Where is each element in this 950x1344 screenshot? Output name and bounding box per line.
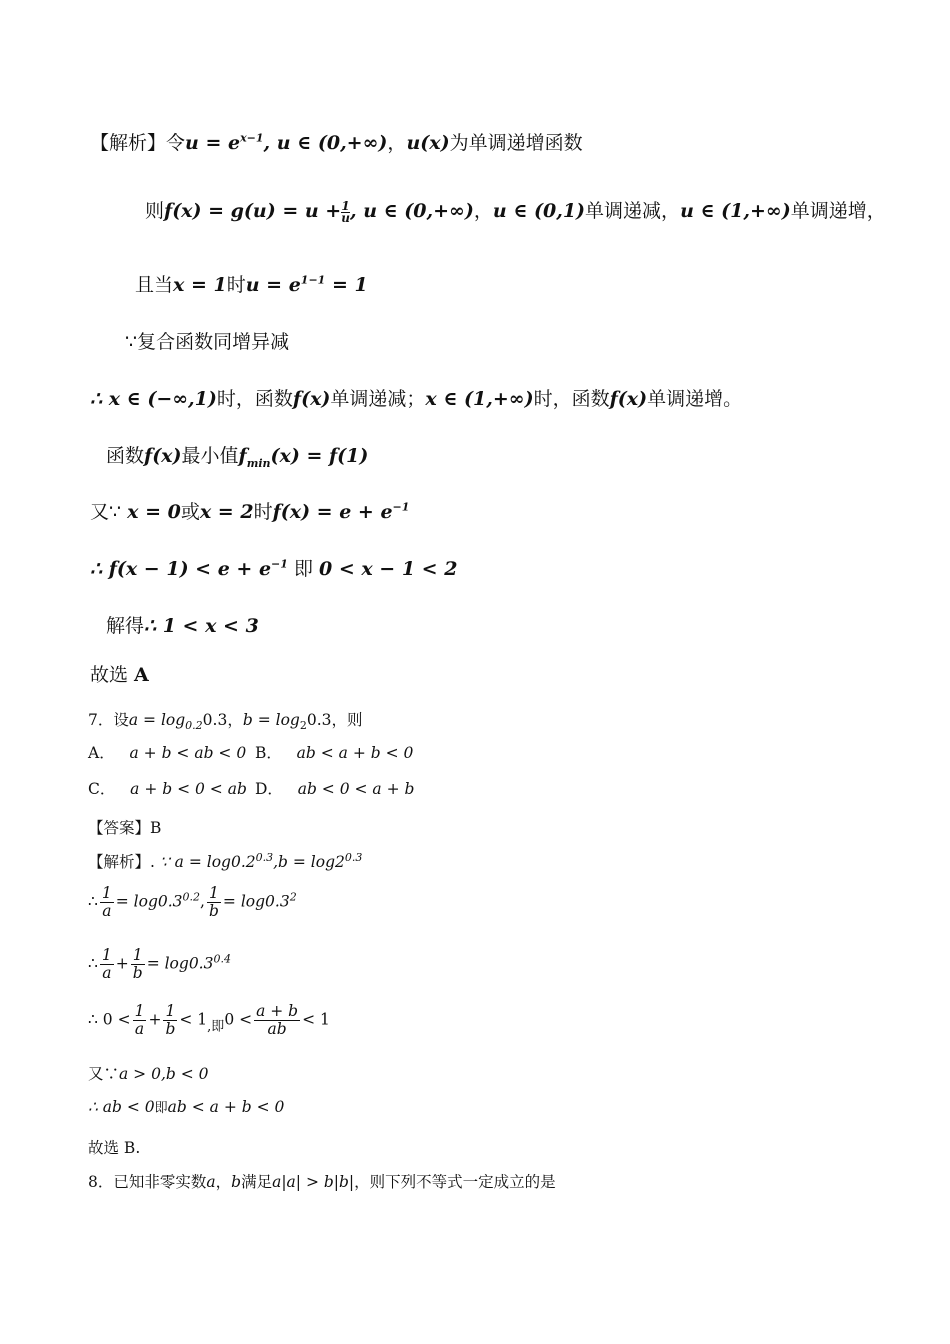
math-sup: 1−1 (300, 273, 326, 287)
math-expr: x = 1 (173, 274, 227, 296)
math-expr: < 1 (302, 1010, 330, 1029)
math-sup: −1 (392, 500, 410, 514)
q7-analysis-line-2 (88, 885, 297, 920)
math-expr: , u ∈ (0,+∞) (349, 200, 474, 222)
math-expr: f(x) (292, 388, 331, 410)
math-expr: + (148, 1010, 162, 1029)
text: 单调递增。 (647, 388, 743, 410)
math-expr: ∵ a = log0.2 (159, 853, 256, 871)
text: ∵复合函数同增异减 (125, 331, 290, 353)
question-number: 7．设 (88, 711, 129, 729)
math-expr: x ∈ (1,+∞) (425, 388, 534, 410)
text: ， (473, 200, 493, 222)
q7-answer (88, 816, 161, 838)
fraction-numerator: 1 (101, 946, 112, 964)
math-expr: 0.3 (306, 711, 332, 729)
analysis-line-10 (90, 660, 149, 687)
math-expr: u = e (245, 274, 301, 296)
text: 且当 (135, 274, 174, 296)
math-expr: ,b = log2 (273, 853, 345, 871)
fraction-numerator: 1 (341, 198, 350, 213)
fraction (341, 198, 350, 225)
fraction-numerator: 1 (207, 885, 221, 903)
math-expr: f(x) (144, 445, 182, 467)
math-expr: ∴ ab < 0 (88, 1098, 155, 1116)
fraction (133, 1003, 147, 1038)
math-sub: 2 (299, 719, 307, 733)
text: 时，函数 (533, 388, 610, 410)
fraction-denominator: b (208, 902, 219, 920)
analysis-line-3 (135, 270, 368, 297)
fraction-denominator: ab (267, 1020, 287, 1038)
math-expr: b = log (242, 711, 300, 729)
analysis-label: 【解析】令 (90, 132, 186, 154)
math-expr: u ∈ (1,+∞) (680, 200, 791, 222)
text: 解得 (106, 615, 145, 637)
fraction (254, 1003, 300, 1038)
text: 时 (253, 501, 273, 523)
therefore-symbol: ∴ (88, 954, 98, 973)
math-expr: ∴ x ∈ (−∞,1) (90, 388, 217, 410)
math-expr: f (238, 445, 247, 467)
math-expr: = log0.3 (115, 892, 183, 911)
fraction-numerator: 1 (101, 884, 112, 902)
answer-letter: A (134, 664, 149, 686)
math-expr: x = 0 (127, 501, 181, 523)
analysis-line-7 (90, 497, 409, 524)
text: ，则 (331, 711, 363, 729)
math-expr: f(x) = g(u) = u + (164, 200, 342, 222)
math-expr: a (206, 1173, 216, 1191)
math-expr: b (231, 1173, 242, 1191)
q7-analysis-conclusion (88, 1136, 140, 1158)
text: 又∵ (90, 501, 128, 523)
fraction-numerator: 1 (131, 947, 145, 965)
math-expr: u(x) (406, 132, 450, 154)
q7-analysis-line-5 (88, 1062, 209, 1084)
q7-analysis-line-6 (88, 1097, 284, 1116)
math-sup: 0.2 (182, 890, 201, 904)
text: 即 (287, 558, 319, 580)
fraction (207, 885, 221, 920)
q7-analysis-line-3 (88, 947, 231, 982)
math-expr: ab < a + b < 0 (167, 1098, 285, 1116)
math-expr: , u ∈ (0,+∞) (263, 132, 388, 154)
q7-option-d (255, 777, 414, 799)
text: 即 (154, 1101, 168, 1116)
option-text: a + b < ab < 0 (129, 744, 247, 762)
q7-option-b (255, 741, 413, 763)
question-number: 8．已知非零实数 (88, 1173, 207, 1191)
option-label: B． (255, 744, 282, 762)
analysis-line-6 (106, 441, 368, 470)
math-sup: −1 (271, 557, 288, 571)
math-expr: < 1 (179, 1010, 208, 1029)
analysis-label: 【解析】. (88, 853, 155, 871)
fraction-denominator: a (134, 1020, 145, 1038)
analysis-line-4 (125, 327, 289, 354)
analysis-line-8 (90, 554, 457, 581)
fraction-denominator: a (102, 964, 112, 982)
analysis-line-1 (90, 128, 583, 155)
fraction-denominator: b (132, 964, 143, 982)
text: 则 (145, 200, 165, 222)
math-expr: 0.3 (202, 711, 228, 729)
text: ,即 (207, 1019, 225, 1035)
text: ，则下列不等式一定成立的是 (354, 1173, 556, 1191)
option-text: ab < 0 < a + b (297, 780, 415, 798)
fraction-numerator: 1 (163, 1003, 177, 1021)
fraction (100, 947, 114, 982)
text: 时，函数 (216, 388, 293, 410)
text: 故选 B. (88, 1139, 141, 1157)
math-expr: f(x) (609, 388, 648, 410)
analysis-line-9 (106, 611, 259, 638)
analysis-line-2 (145, 196, 886, 224)
math-expr: a = log (128, 711, 186, 729)
math-sup: 2 (289, 890, 297, 904)
math-expr: u ∈ (0,1) (492, 200, 586, 222)
math-expr: 0 < (224, 1010, 253, 1029)
option-label: D． (255, 780, 283, 798)
math-expr: (x) = f(1) (270, 445, 369, 467)
math-expr: = 1 (325, 274, 368, 296)
text: ， (387, 132, 407, 154)
text: 单调递减； (330, 388, 426, 410)
math-expr: x = 2 (199, 501, 254, 523)
therefore-symbol: ∴ (88, 892, 98, 911)
q7-stem (88, 708, 363, 732)
option-label: A． (88, 744, 115, 762)
math-sub: 0.2 (185, 719, 203, 733)
fraction (163, 1003, 177, 1038)
math-sup: 0.3 (255, 850, 274, 864)
text: 单调递减， (585, 200, 681, 222)
math-sup: x−1 (240, 131, 264, 145)
analysis-line-5 (90, 384, 742, 411)
math-expr: + (115, 954, 129, 973)
fraction-denominator: u (341, 210, 350, 225)
math-expr: u = e (185, 132, 241, 154)
option-label: C． (88, 780, 116, 798)
text: 或 (180, 501, 200, 523)
fraction-numerator: a + b (256, 1002, 299, 1020)
math-expr: ∴ 0 < (88, 1010, 131, 1029)
fraction-denominator: a (102, 902, 112, 920)
math-expr: 0 < x − 1 < 2 (319, 558, 458, 580)
fraction-denominator: b (165, 1020, 176, 1038)
q7-analysis-line-1 (88, 850, 362, 872)
math-sub: min (246, 456, 271, 470)
option-text: ab < a + b < 0 (296, 744, 414, 762)
text: 最小值 (181, 445, 239, 467)
math-sup: 0.3 (344, 850, 363, 864)
text: 满足 (241, 1173, 273, 1191)
text: 单调递增， (790, 200, 886, 222)
math-expr: ∴ 1 < x < 3 (144, 615, 259, 637)
math-expr: a|a| > b|b| (272, 1173, 355, 1191)
q7-option-c (88, 777, 247, 799)
math-expr: , (200, 892, 205, 911)
math-expr: = log0.3 (146, 954, 214, 973)
text: 故选 (90, 664, 135, 686)
math-expr: f(x) = e + e (272, 501, 393, 523)
math-expr: ∴ f(x − 1) < e + e (90, 558, 272, 580)
text: 时 (226, 274, 246, 296)
text: 又∵ (88, 1065, 120, 1083)
fraction (100, 885, 114, 920)
q7-option-a (88, 741, 246, 763)
text: 函数 (106, 445, 145, 467)
q8-stem (88, 1170, 556, 1192)
math-expr: = log0.3 (222, 892, 290, 911)
math-expr: a > 0,b < 0 (119, 1065, 209, 1083)
q7-analysis-line-4 (88, 1003, 330, 1038)
text: ， (215, 1173, 232, 1191)
text: 为单调递增函数 (449, 132, 583, 154)
math-sup: 0.4 (213, 952, 231, 966)
option-text: a + b < 0 < ab (130, 780, 247, 798)
answer-text: 【答案】B (88, 819, 162, 837)
fraction (131, 947, 145, 982)
text: ， (227, 711, 243, 729)
fraction-numerator: 1 (134, 1002, 145, 1020)
